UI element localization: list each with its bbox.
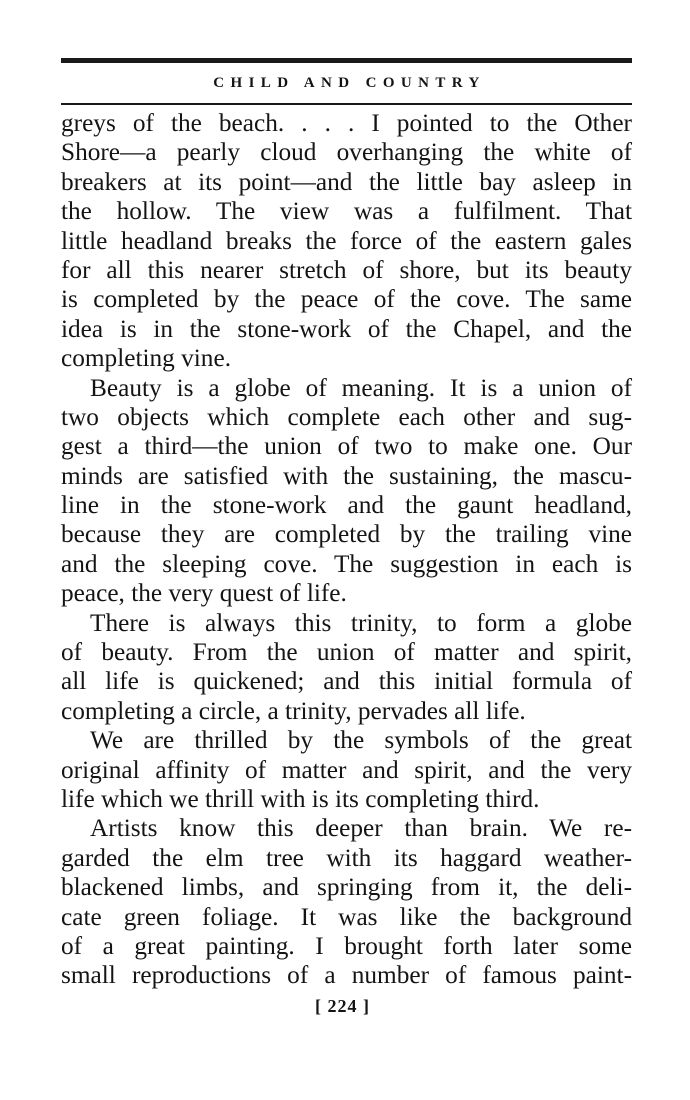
text-line: and the sleeping cove. The suggestion in each is <box>61 549 632 578</box>
text-line: two objects which complete each other and sug- <box>61 402 632 431</box>
text-line: because they are completed by the trailing vine <box>61 520 632 549</box>
text-line: cate green foliage. It was like the background <box>61 902 632 931</box>
text-line: peace, the very quest of life. <box>61 579 347 608</box>
body-text <box>61 109 632 991</box>
text-line: completing a circle, a trinity, pervades all life. <box>61 696 526 725</box>
text-line: for all this nearer stretch of shore, but its beauty <box>61 255 632 284</box>
text-line: little headland breaks the force of the eastern gales <box>61 226 632 255</box>
text-line: blackened limbs, and springing from it, the deli- <box>61 873 632 902</box>
text-line: breakers at its point—and the little bay asleep in <box>61 167 632 196</box>
text-line: minds are satisfied with the sustaining, the mascu- <box>61 461 632 490</box>
text-line: idea is in the stone-work of the Chapel, and the <box>61 314 632 343</box>
text-line: life which we thrill with is its completing third. <box>61 784 540 813</box>
text-line: of beauty. From the union of matter and spirit, <box>61 638 632 667</box>
paragraph-first-line: Artists know this deeper than brain. We re- <box>90 814 632 843</box>
paragraph-first-line: There is always this trinity, to form a globe <box>90 608 632 637</box>
text-line: Shore—a pearly cloud overhanging the white of <box>61 138 632 167</box>
text-line: garded the elm tree with its haggard weather- <box>61 843 632 872</box>
text-line: completing vine. <box>61 344 232 373</box>
paragraph-first-line: Beauty is a globe of meaning. It is a union of <box>90 373 632 402</box>
paragraph-first-line: We are thrilled by the symbols of the great <box>90 726 632 755</box>
text-line: line in the stone-work and the gaunt headland, <box>61 491 632 520</box>
header-bottom-rule <box>61 103 632 105</box>
text-line: of a great painting. I brought forth later some <box>61 931 632 960</box>
running-head: CHILD AND COUNTRY <box>213 75 486 91</box>
text-line: is completed by the peace of the cove. The same <box>61 285 632 314</box>
text-line: original affinity of matter and spirit, and the very <box>61 755 632 784</box>
text-line: all life is quickened; and this initial formula of <box>61 667 632 696</box>
book-page <box>61 58 632 1016</box>
text-line: the hollow. The view was a fulfilment. That <box>61 197 632 226</box>
text-line: small reproductions of a number of famous paint- <box>61 961 632 990</box>
text-line: gest a third—the union of two to make one. Our <box>61 432 632 461</box>
text-line: greys of the beach. . . . I pointed to the Other <box>61 109 632 137</box>
page-number: [ 224 ] <box>315 996 370 1016</box>
